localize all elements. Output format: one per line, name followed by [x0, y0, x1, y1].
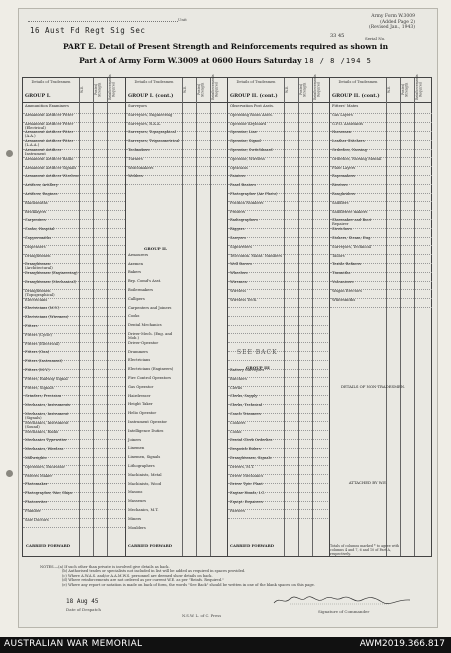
trade-name: Bakers [128, 270, 141, 275]
trade-name: Armament Artificer Instrument [25, 148, 62, 156]
trade-name: Wheelers [230, 271, 248, 276]
trade-name: Fitters [25, 324, 38, 328]
trade-name: Electricians (Wiremen) [25, 315, 69, 320]
trade-name: Mechanics, Wireless [25, 447, 64, 452]
trade-name: Coppersmiths [25, 236, 52, 240]
printer-imprint: N.S.W. L. of C. Press [182, 613, 222, 618]
row-rule [228, 518, 330, 519]
trade-name: Callipers [128, 296, 145, 301]
trade-name: Mechanics, Instruments [25, 403, 71, 408]
form-identifier [369, 14, 415, 31]
trade-name: Tailors [332, 253, 345, 258]
trade-name: Stretchers [332, 227, 352, 232]
trade-name: Surveyors, Technical [332, 244, 372, 249]
column-rule [196, 78, 197, 556]
punch-hole [6, 150, 13, 157]
trade-name: Leather Stitchers [332, 139, 365, 144]
trade-name: Fitters (Gun) [25, 350, 50, 355]
trade-name: Tinsmiths [332, 271, 351, 276]
trade-name: Photographer (Air Photo) [230, 192, 278, 196]
trade-name: Radiographers [230, 218, 258, 223]
trade-name: Position Numbers [230, 200, 264, 205]
unit-value: 16 Aust Fd Regt Sig Sec [30, 26, 146, 35]
trade-name: Printers [230, 209, 246, 214]
trade-name: Carpenters [25, 218, 47, 223]
column-heading-we: W.E. [387, 85, 391, 94]
note-line: (c) Where A.W.A.S. and/or A.A.M.W.S. personnel are deemed show details on back. [62, 573, 213, 578]
trade-name: Dental Clerk Orderlies [230, 438, 273, 443]
trade-name: Instrument Operator [128, 420, 168, 424]
trade-name: Boilermakers [128, 288, 154, 292]
trade-name: Height Taker [128, 402, 153, 407]
form-id-line: (Added Page 2) [380, 19, 415, 25]
row-rule [228, 307, 330, 308]
trade-name: Miners [128, 516, 142, 521]
trade-name: Pattern Maker [25, 473, 53, 478]
trade-name: Operator, Line [230, 130, 258, 135]
trade-name: Joiners [128, 437, 142, 442]
trade-name: Sawyers [230, 236, 246, 240]
trade-name: Dispensers [25, 244, 46, 249]
trade-name: Draughtsmen, Signals [230, 456, 272, 460]
trade-name: Electricians [25, 297, 48, 302]
trade-name: Watchmakers [128, 165, 154, 170]
trade-name: Bricklayers [25, 209, 47, 214]
commander-signature [270, 594, 420, 606]
trade-name: Hairdresser [128, 393, 151, 398]
trade-name: Turners [128, 156, 143, 161]
column-heading-posted: Posted Strength [299, 82, 307, 97]
row-rule [228, 316, 330, 317]
note-line: (b) Authorised trades or specialists not included in list will be added as required in spaces provided. [62, 569, 246, 574]
row-rule [228, 342, 330, 343]
trade-name: Masons [128, 490, 143, 495]
trade-name: Mechanics, Instrument (Signals) [25, 412, 69, 420]
archive-footer [0, 637, 451, 653]
column-rule [312, 78, 313, 556]
group-label: GROUP II. (cont.) [332, 93, 380, 99]
column-heading-posted: Posted Strength [197, 82, 205, 97]
trade-name: Photographer, War, Ships [25, 491, 73, 496]
form-id-line: Army Form W.3009 [371, 14, 415, 19]
trade-name: Operators, Excavator [25, 464, 66, 469]
trade-name: Blacksmiths [25, 200, 48, 205]
trade-name: Photowriter [25, 500, 48, 504]
trade-name: Cooks [230, 429, 242, 434]
trade-name: Surveyors, Topographical [128, 130, 176, 135]
trade-column-1 [23, 74, 125, 556]
trade-name: Surveyors [128, 104, 147, 108]
trade-name: Fitters (Cycle) [25, 332, 52, 337]
unit-label: Unit [178, 17, 187, 22]
trade-name: Electricians (M.V.) [25, 306, 60, 311]
trade-name: Orderlies, Nursing [332, 148, 368, 152]
totals-note: Totals of columns marked * to agree with columns 4 and 7, 6 and 10 of Part A, respectively. [330, 544, 400, 556]
column-heading-reinf: Reinforcements Required [211, 74, 219, 100]
trade-name: Plate Layers [332, 165, 356, 170]
trade-name: Moulders [128, 525, 146, 530]
attached-label: ATTACHED BY W.E. [348, 480, 388, 485]
serial-label: Serial No. [365, 36, 386, 41]
column-rule [284, 78, 285, 556]
column-header [126, 74, 228, 103]
trade-name: Toolmakers [128, 148, 150, 152]
trade-name: Drivers, M.T. [230, 464, 255, 469]
column-heading-we: W.E. [285, 85, 289, 94]
trade-name: Saddletree makers [332, 209, 368, 214]
trade-name: Draughtsmen (Engineering) [25, 271, 78, 276]
trade-name: Photomaker [25, 482, 48, 487]
trade-name: Helio Operator [128, 411, 157, 416]
trade-name: Saw Doctors [25, 517, 49, 522]
trade-name: Equipt. Repairers [230, 500, 264, 504]
trade-name: Stokers, Steam, Eng. [332, 236, 372, 240]
trade-name: Butchers [230, 376, 247, 381]
column-heading-posted: Posted Strength [94, 82, 102, 97]
trade-name: Mechanics, Radio [25, 429, 59, 434]
carried-forward: CARRIED FORWARD [26, 543, 71, 548]
trade-name: Orderlies, Nursing Mental [332, 156, 382, 161]
trade-name: Operator Keyboard [230, 121, 266, 126]
trade-name: Draughtsmen (Architectural) [25, 262, 53, 271]
see-back-stamp: SEE BACK [237, 349, 278, 356]
trade-name: Plumber [25, 508, 41, 513]
despatch-date: 18 Aug 45 [66, 598, 99, 605]
trade-name: Coach Trimmers [230, 412, 262, 416]
column-heading-reinf: Reinforcements Required [313, 74, 321, 100]
trade-name: Panel Beaters [230, 183, 256, 188]
punch-hole [6, 470, 13, 477]
trade-name: Drummers [128, 349, 148, 354]
trade-name: Masseurs [128, 499, 146, 504]
trade-name: Fitters (M.V.) [25, 368, 50, 372]
trade-name: Armament Artificer Radio [25, 156, 74, 161]
trade-name: Machinists, Metal [128, 472, 162, 477]
details-header: Details of Tradesmen [236, 80, 276, 84]
column-rule [79, 78, 80, 556]
trade-name: Electricians [128, 358, 151, 363]
trade-name: Mechanics, Instrument (Sound) [25, 420, 69, 429]
trade-name: Whitesmiths [332, 297, 356, 302]
column-heading-posted: Posted Strength [401, 82, 409, 97]
row-rule [228, 333, 330, 334]
trade-name: Wireless [230, 288, 246, 293]
column-rule [414, 78, 415, 556]
notes-block [40, 565, 420, 587]
trade-name: Horsemen [332, 130, 352, 135]
trade-name: Millwrights [25, 456, 47, 460]
trade-name: Draughtsmen (Mechanical) [25, 280, 77, 284]
trade-name: Axemen [128, 261, 143, 266]
trade-name: Armament Artificer Fitter (L.A.A.) [25, 139, 74, 148]
trade-name: Shoemaker and Boot Repairer [332, 218, 372, 227]
trade-name: Grinders, Precision [25, 394, 62, 399]
trade-name: Armament Artificer Fitter (Electrical) [25, 121, 74, 130]
column-rule [182, 78, 183, 556]
trade-name: Wagon Erectors [332, 288, 362, 293]
trade-name: Lithographers [128, 464, 155, 468]
trade-name: Fitters' Mates [332, 104, 359, 108]
group-iii-label: GROUP III [246, 364, 270, 370]
trade-name: Clerks, Supply [230, 394, 258, 399]
column-rule [93, 78, 94, 556]
trade-name: Opticians [230, 165, 248, 170]
trade-name: Cooks, Hospital [25, 227, 55, 232]
trade-name: Driver-Mech. (Eng. and Mob.) [128, 332, 173, 340]
trade-name: Draughtsmen (Topographical) [25, 288, 55, 297]
group-label: GROUP II. (cont.) [230, 93, 278, 99]
trade-name: Fitters (Instrument) [25, 359, 63, 364]
trade-name: Artificer, Artillery [25, 183, 58, 188]
archive-reference: AWM2019.366.817 [359, 639, 445, 649]
trade-name: Armament Artificer Signals [25, 165, 77, 170]
trade-name: Driver Mechanics [230, 473, 264, 478]
trades-table [22, 74, 432, 557]
trade-name: Artificer, Engines [25, 192, 58, 196]
trade-name: Gas Layers [332, 112, 353, 117]
trade-name: Draughtsmen [25, 253, 51, 258]
subtitle-prefix: Part A of Army Form W.3009 at 0600 Hours Saturday [79, 56, 302, 65]
unit-line [28, 21, 178, 22]
details-header: Details of Tradesmen [134, 80, 174, 84]
details-header: Details of Tradesmen [338, 80, 378, 84]
column-heading-we: W.E. [183, 85, 187, 94]
trade-name: Carpenters and Joiners [128, 305, 172, 310]
trade-name: Wiremen [230, 280, 247, 284]
trade-name: Engine Hands, I.C. [230, 491, 266, 496]
column-heading-reinf: Reinforcements Required [108, 74, 116, 100]
details-non-tradesmen: DETAILS OF NON-TRADESMEN. [340, 384, 406, 389]
form-id-line: (Revised Jan., 1943) [369, 25, 415, 30]
trade-name: Signwriters [230, 244, 252, 249]
trade-name: Welders [128, 174, 144, 179]
trade-name: Mechanics Typewriter [25, 438, 67, 443]
trade-name: Operator, Wireless [230, 156, 265, 161]
column-heading-reinf: Reinforcements Required [415, 74, 423, 100]
column-rule [210, 78, 211, 556]
trade-name: Surveyors, R.A.A. [128, 121, 161, 126]
trade-name: Fitters (Electrical) [25, 341, 60, 346]
trade-name: Linemen, Signals [128, 455, 161, 460]
trade-name: Saddlers [332, 200, 349, 205]
form-title: PART E. Detail of Present Strength and Reinforcements required as shown in [62, 42, 389, 51]
trade-name: Riveters [332, 183, 348, 188]
trade-name: Vulcanisers [332, 280, 354, 284]
details-header: Details of Tradesmen [31, 80, 71, 84]
trade-name: Electricians (Engineers) [128, 367, 174, 372]
trade-name: Farriers [230, 508, 246, 513]
row-rule [228, 360, 330, 361]
trade-name: Battery Surveyors [230, 368, 264, 372]
trade-name: Telecomm. Maint. Numbers [230, 253, 282, 258]
note-line: (d) Where reinforcements are not ordered as per current W.E. as per "Reinfs. Required." [62, 578, 224, 583]
trade-name: Surveyors, Trigonometrical [128, 139, 180, 144]
column-heading-we: W.E. [80, 85, 84, 94]
trade-name: Ammunition Examiners [25, 104, 69, 108]
trade-name: Riggers [230, 227, 245, 232]
sheet-number: 33 45 [330, 33, 345, 39]
column-rule [298, 78, 299, 556]
trade-name: Cookers [230, 420, 246, 425]
trade-name: Surveyors, Engineering [128, 112, 173, 117]
carried-forward: CARRIED FORWARD [128, 543, 173, 548]
trade-name: Driver-Operator [128, 340, 159, 345]
trade-name: Mechanics, M.T. [128, 508, 159, 512]
column-header [228, 74, 330, 103]
note-line: NOTES.—(a) If such other than private is involved give details as back. [40, 565, 170, 569]
trade-column-3 [227, 74, 330, 556]
trade-name: Fitters, Railway Signal [25, 376, 68, 381]
trade-name: Fire Control Operators [128, 376, 171, 380]
group-label: GROUP I. [25, 93, 51, 99]
trade-name: Painters [230, 174, 246, 179]
trade-name: Dental Mechanics [128, 323, 162, 328]
trade-name: Operator, Signal [230, 139, 261, 144]
signature-label: Signature of Commander [318, 609, 370, 614]
trade-name: Well Borers [230, 262, 252, 267]
column-header [330, 74, 432, 103]
trade-name: Linemen [128, 446, 145, 451]
trade-name: Observation Post Assts. [230, 104, 275, 108]
form-subtitle [0, 56, 451, 65]
row-rule [228, 325, 330, 326]
trade-name: Ropemakers [332, 174, 356, 179]
trade-name: Wireless Tech. [230, 297, 258, 302]
trade-name: Armament Artificer Wireless [25, 174, 79, 179]
row-rule [330, 307, 432, 308]
trade-name: Armament Artificer Fitter (A.A.) [25, 130, 74, 139]
trade-column-2 [125, 74, 228, 556]
trade-name: Clerks, Technical [230, 403, 263, 408]
despatch-date-label: Date of Despatch [66, 607, 101, 612]
trade-name: Gas Operator [128, 384, 154, 389]
trade-name: Armament Artificer Fitter [25, 112, 74, 117]
trade-name: G.P.O. Assistants [332, 121, 363, 126]
trade-name: Cooks [128, 314, 140, 319]
trade-name: Textile Refiners [332, 262, 362, 267]
trade-name: Roughriders [332, 192, 356, 196]
trade-name: Fitters, Signals [25, 385, 54, 390]
group-ii-label: GROUP II. [144, 245, 168, 251]
subtitle-date: 18 / 8 /194 5 [304, 57, 372, 65]
trade-name: Despatch Riders [230, 447, 261, 452]
trade-name: Operating Room Assts. [230, 112, 273, 117]
trade-name: Brp. Comd's Asst. [128, 279, 162, 284]
group-label: GROUP I. (cont.) [128, 93, 174, 99]
trade-name: Operator, Switchboard [230, 148, 273, 152]
trade-name: Clerks [230, 385, 243, 390]
column-header [23, 74, 125, 103]
trade-name: Driver Tptr. Plant [230, 482, 263, 487]
trade-name: Intelligence Duties [128, 428, 164, 433]
archive-name: AUSTRALIAN WAR MEMORIAL [4, 639, 143, 649]
note-line: (e) Where any report or notation is made on back of form, the words "See Back" should be written in one of the blank spaces on this page. [62, 582, 315, 587]
row-rule [126, 184, 228, 185]
row-rule [23, 527, 125, 528]
carried-forward: CARRIED FORWARD [230, 543, 275, 548]
column-rule [107, 78, 108, 556]
trade-name: Armourers [128, 252, 149, 257]
trade-name: Machinists, Wood [128, 481, 162, 486]
